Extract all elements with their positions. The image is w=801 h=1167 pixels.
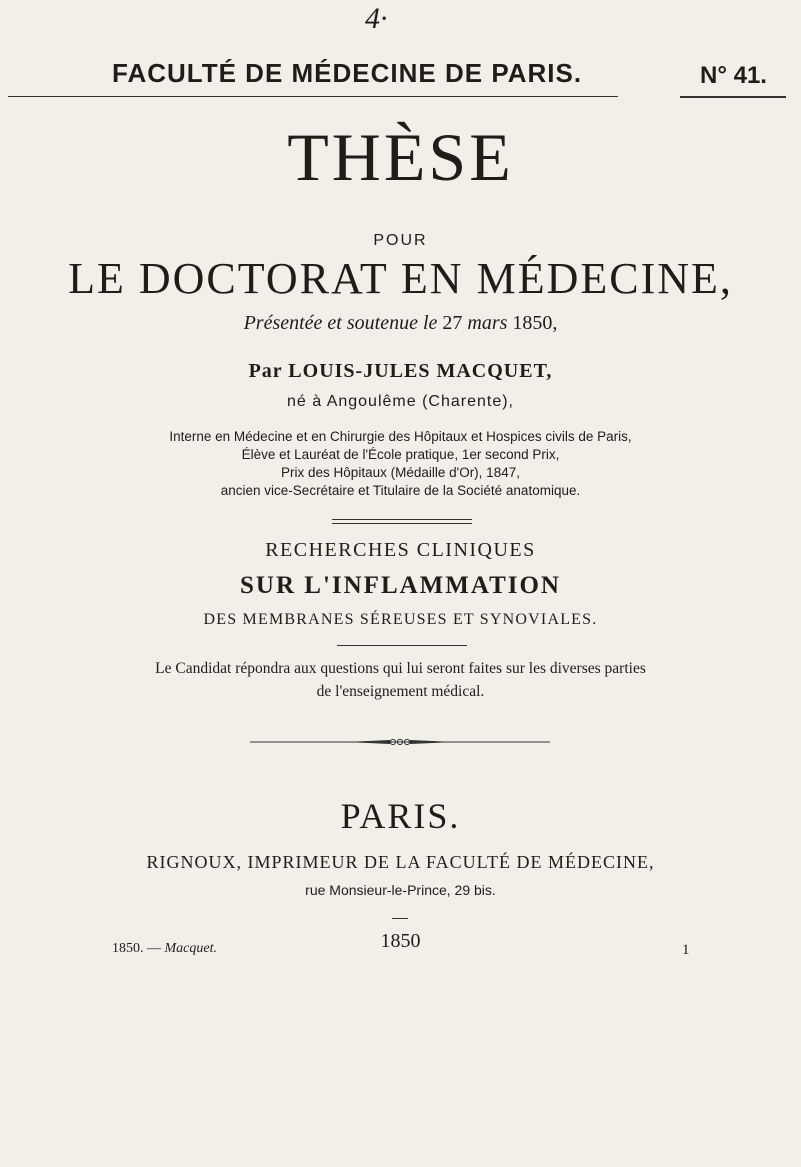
exam-statement-line-1: Le Candidat répondra aux questions qui lui seront faites sur les diverses parties (155, 660, 646, 677)
city-label: PARIS. (340, 796, 461, 836)
defense-prefix: Présentée et soutenue le (243, 312, 438, 334)
research-title-line-2: SUR L'INFLAMMATION (240, 572, 561, 599)
handwritten-mark: 4· (365, 2, 388, 35)
credential-line: ancien vice-Secrétaire et Titulaire de la Société anatomique. (220, 483, 581, 498)
credential-line: Élève et Lauréat de l'École pratique, 1er second Prix, (241, 447, 560, 462)
printer-line: RIGNOUX, IMPRIMEUR DE LA FACULTÉ DE MÉDECINE, (146, 852, 655, 872)
author-line: Par LOUIS-JULES MACQUET, (248, 360, 553, 382)
research-title-line-1: RECHERCHES CLINIQUES (265, 539, 536, 561)
defense-line (0, 312, 801, 335)
header-rule (8, 96, 618, 97)
section-divider (337, 645, 467, 646)
faculty-title: FACULTÉ DE MÉDECINE DE PARIS. (112, 58, 583, 88)
defense-month: mars (467, 312, 508, 334)
signature-mark: 1 (682, 942, 690, 958)
author-birthplace: né à Angoulême (Charente), (286, 393, 514, 410)
research-title-line-3: DES MEMBRANES SÉREUSES ET SYNOVIALES. (203, 611, 598, 628)
small-dash (392, 918, 408, 919)
defense-year: 1850, (507, 312, 558, 334)
printer-address: rue Monsieur-le-Prince, 29 bis. (305, 882, 496, 898)
print-year: 1850 (380, 930, 421, 952)
pour-label: POUR (373, 232, 428, 249)
exam-statement-line-2: de l'enseignement médical. (316, 683, 485, 700)
credential-line: Prix des Hôpitaux (Médaille d'Or), 1847, (281, 465, 520, 480)
defense-date: 27 (437, 312, 468, 334)
thesis-number: N° 41. (700, 62, 767, 89)
thesis-title: THÈSE (287, 119, 514, 195)
ornament-rule (250, 737, 550, 747)
credential-line: Interne en Médecine et en Chirurgie des Hôpitaux et Hospices civils de Paris, (169, 429, 632, 444)
header-rule-right (680, 96, 786, 98)
footer-signature (112, 941, 217, 957)
degree-title: LE DOCTORAT EN MÉDECINE, (68, 254, 733, 303)
double-rule-divider (332, 519, 472, 524)
footer-author: Macquet. (164, 941, 217, 956)
footer-year: 1850. — (112, 941, 165, 956)
